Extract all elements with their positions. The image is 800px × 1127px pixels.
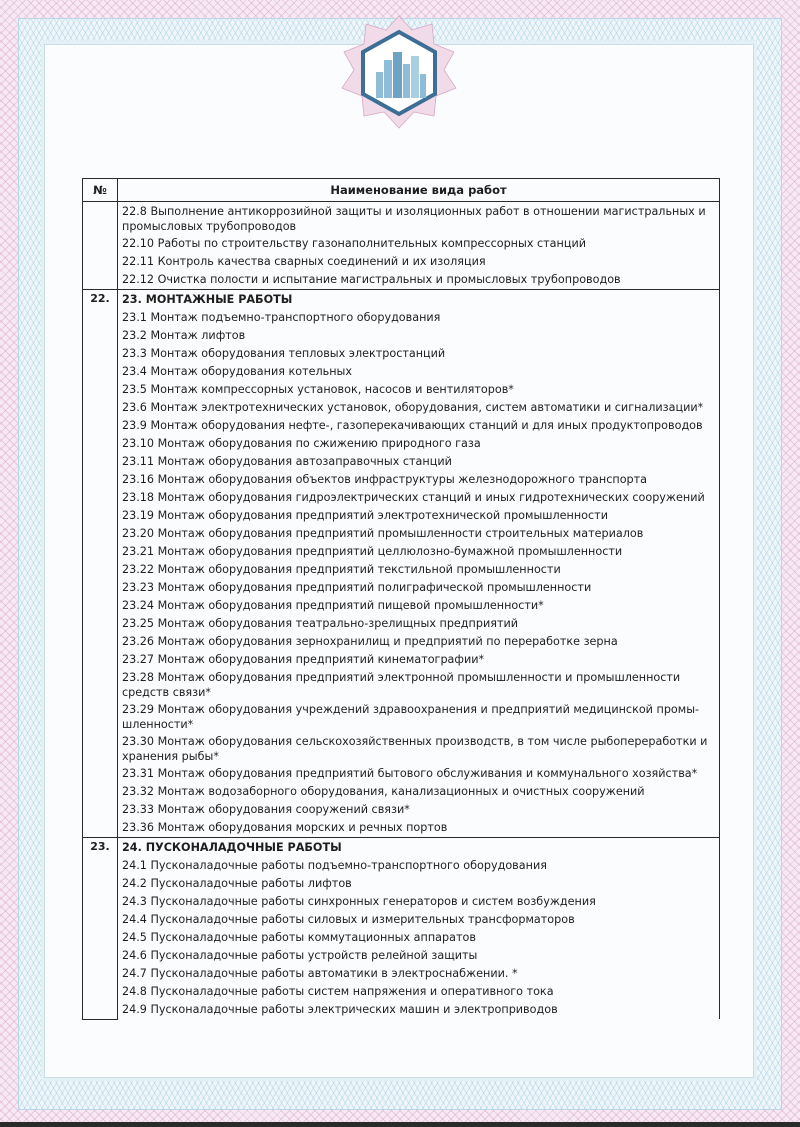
table-row bbox=[83, 838, 720, 1020]
work-item: 24.9 Пусконаладочные работы электрических машин и электроприводов bbox=[122, 1003, 558, 1016]
city-skyline-emblem-icon bbox=[334, 14, 464, 134]
work-item: 23.33 Монтаж оборудования сооружений связи* bbox=[122, 803, 410, 816]
work-item: 24.4 Пусконаладочные работы силовых и измерительных трансформаторов bbox=[122, 913, 575, 926]
work-item: 23.23 Монтаж оборудования предприятий полиграфической промышленности bbox=[122, 581, 592, 594]
table-row bbox=[83, 202, 720, 290]
work-item: 23.20 Монтаж оборудования предприятий промышленности строительных материалов bbox=[122, 527, 644, 540]
work-item: 23.30 Монтаж оборудования сельскохозяйственных производств, в том числе рыбопереработки и хранения рыбы* bbox=[122, 735, 708, 763]
row-work-items bbox=[118, 202, 720, 290]
work-item: 23.2 Монтаж лифтов bbox=[122, 329, 246, 342]
work-item: 23.5 Монтаж компрессорных установок, насосов и вентиляторов* bbox=[122, 383, 514, 396]
work-item: 23.26 Монтаж оборудования зернохранилищ и предприятий по переработке зерна bbox=[122, 635, 618, 648]
work-item: 22.10 Работы по строительству газонаполнительных компрессорных станций bbox=[122, 237, 586, 250]
work-item: 23.18 Монтаж оборудования гидроэлектрических станций и иных гидротехнических сооружений bbox=[122, 491, 705, 504]
work-item: 23.3 Монтаж оборудования тепловых электростанций bbox=[122, 347, 446, 360]
row-number: 23. bbox=[83, 838, 118, 1020]
work-item: 24.3 Пусконаладочные работы синхронных генераторов и систем возбуждения bbox=[122, 895, 596, 908]
work-item: 23.4 Монтаж оборудования котельных bbox=[122, 365, 353, 378]
work-item: 23.16 Монтаж оборудования объектов инфраструктуры железнодорожного транспорта bbox=[122, 473, 648, 486]
work-item: 24.8 Пусконаладочные работы систем напряжения и оперативного тока bbox=[122, 985, 554, 998]
work-types-table bbox=[82, 178, 720, 1020]
work-item: 24.1 Пусконаладочные работы подъемно-транспортного оборудования bbox=[122, 859, 547, 872]
work-item: 23.19 Монтаж оборудования предприятий электротехнической промышленности bbox=[122, 509, 608, 522]
work-item: 24.2 Пусконаладочные работы лифтов bbox=[122, 877, 352, 890]
work-item: 23.9 Монтаж оборудования нефте-, газоперекачивающих станций и для иных продуктопроводов bbox=[122, 419, 703, 432]
work-item: 23.28 Монтаж оборудования предприятий электронной промышленности и промышленности средств связи* bbox=[122, 671, 681, 699]
work-item: 23.32 Монтаж водозаборного оборудования, канализационных и очистных сооружений bbox=[122, 785, 645, 798]
work-item: 22.12 Очистка полости и испытание магистральных и промысловых трубопроводов bbox=[122, 273, 621, 286]
work-item: 23.1 Монтаж подъемно-транспортного оборудования bbox=[122, 311, 441, 324]
column-header-work-type: Наименование вида работ bbox=[118, 179, 720, 202]
row-work-items bbox=[118, 290, 720, 838]
work-item: 23.29 Монтаж оборудования учреждений здравоохранения и предприятий медицинской промы-шленности* bbox=[122, 703, 700, 731]
row-number: 22. bbox=[83, 290, 118, 838]
work-item: 23.31 Монтаж оборудования предприятий бытового обслуживания и коммунального хозяйства* bbox=[122, 767, 698, 780]
table-header-row bbox=[83, 179, 720, 202]
work-item: 23.27 Монтаж оборудования предприятий кинематографии* bbox=[122, 653, 485, 666]
section-heading: 23. МОНТАЖНЫЕ РАБОТЫ bbox=[122, 293, 293, 306]
row-work-items bbox=[118, 838, 720, 1020]
column-header-number: № bbox=[83, 179, 118, 202]
work-item: 23.11 Монтаж оборудования автозаправочных станций bbox=[122, 455, 452, 468]
work-item: 24.7 Пусконаладочные работы автоматики в электроснабжении. * bbox=[122, 967, 518, 980]
work-item: 22.11 Контроль качества сварных соединений и их изоляция bbox=[122, 255, 486, 268]
row-number bbox=[83, 202, 118, 290]
work-item: 23.22 Монтаж оборудования предприятий текстильной промышленности bbox=[122, 563, 561, 576]
section-heading: 24. ПУСКОНАЛАДОЧНЫЕ РАБОТЫ bbox=[122, 841, 342, 854]
scan-edge-strip bbox=[0, 1122, 800, 1127]
work-item: 22.8 Выполнение антикоррозийной защиты и изоляционных работ в отношении магистральных и промысловых трубопроводов bbox=[122, 205, 706, 233]
work-item: 23.6 Монтаж электротехнических установок, оборудования, систем автоматики и сигнализации* bbox=[122, 401, 704, 414]
work-item: 23.25 Монтаж оборудования театрально-зрелищных предприятий bbox=[122, 617, 519, 630]
work-item: 23.24 Монтаж оборудования предприятий пищевой промышленности* bbox=[122, 599, 544, 612]
work-item: 23.21 Монтаж оборудования предприятий целлюлозно-бумажной промышленности bbox=[122, 545, 623, 558]
table-row bbox=[83, 290, 720, 838]
work-item: 23.36 Монтаж оборудования морских и речных портов bbox=[122, 821, 448, 834]
work-item: 24.5 Пусконаладочные работы коммутационных аппаратов bbox=[122, 931, 476, 944]
work-item: 24.6 Пусконаладочные работы устройств релейной защиты bbox=[122, 949, 478, 962]
work-item: 23.10 Монтаж оборудования по сжижению природного газа bbox=[122, 437, 481, 450]
